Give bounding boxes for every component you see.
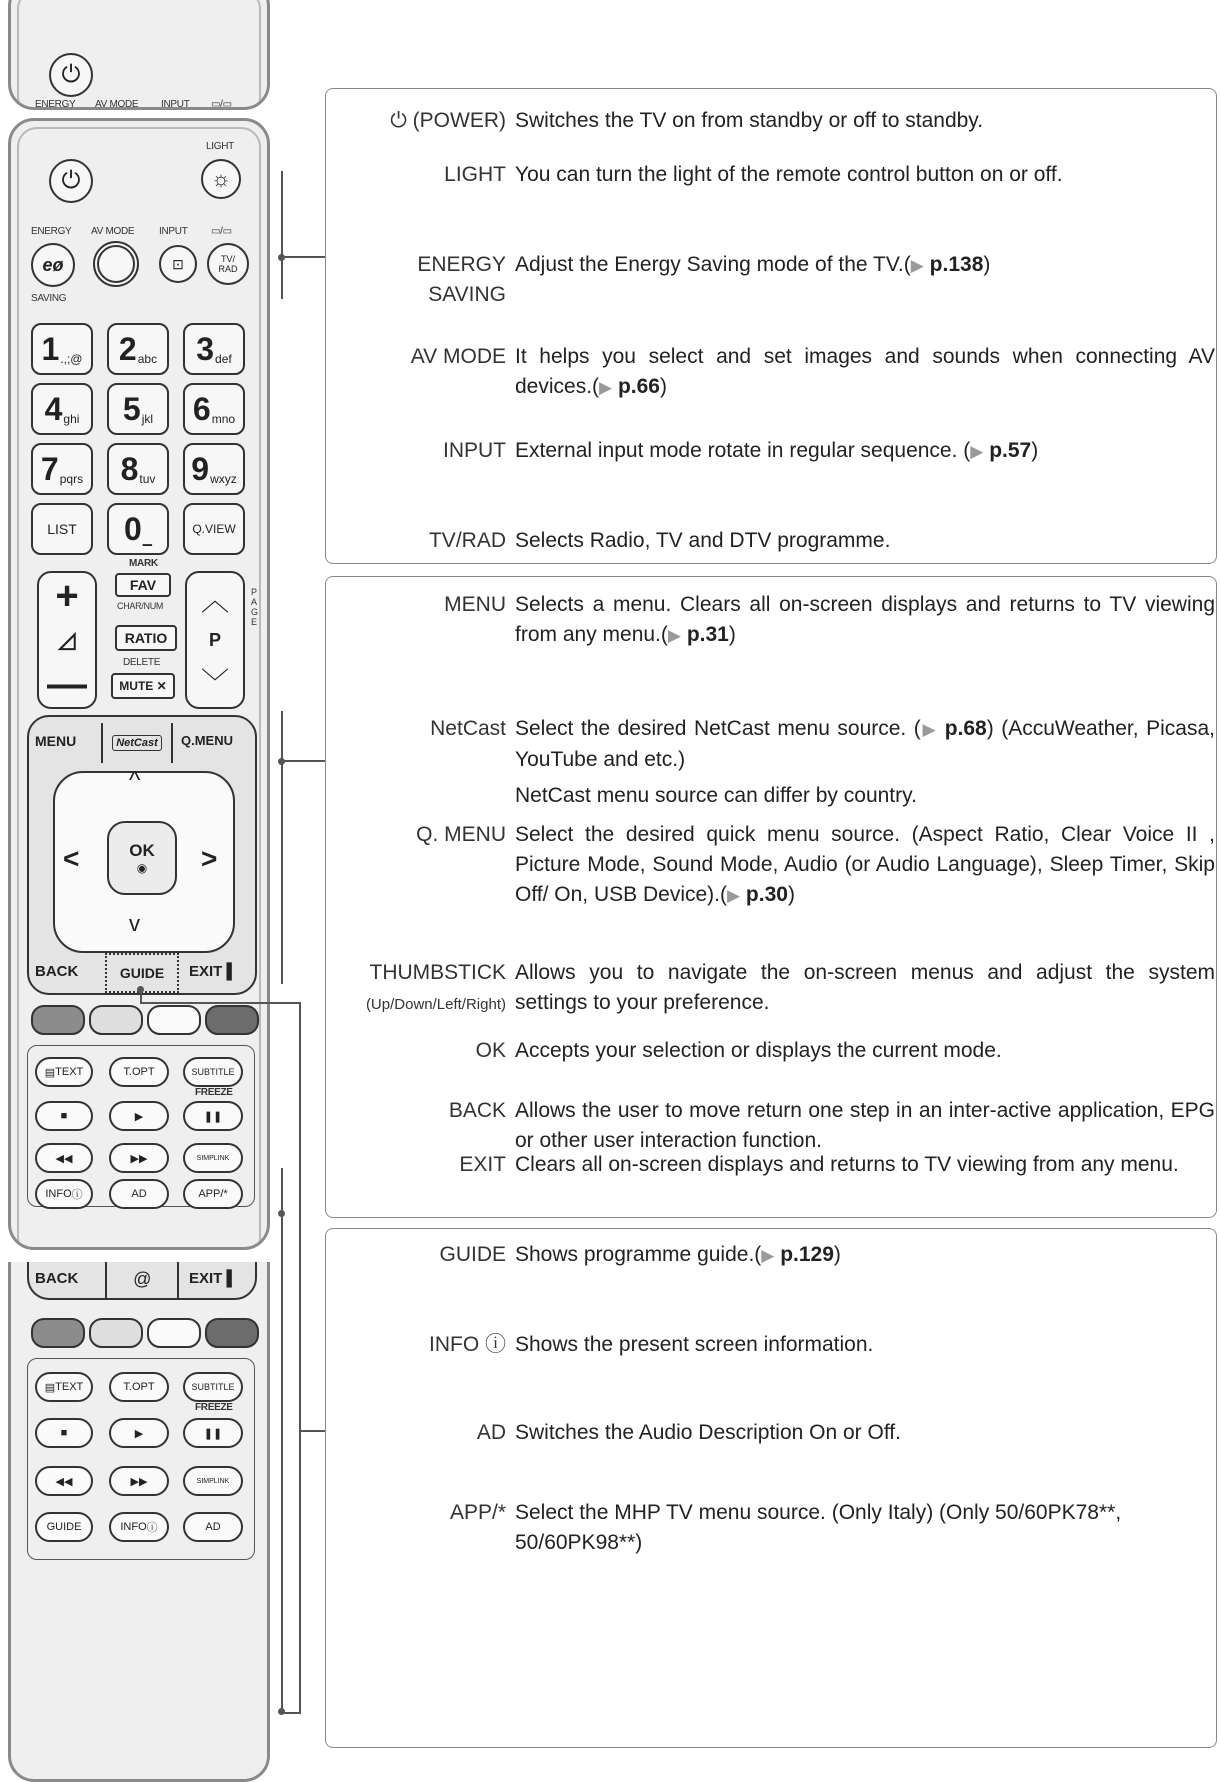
power-icon: ⏻	[49, 159, 93, 203]
page-ref-arrow-icon: ▶	[761, 1246, 775, 1265]
light-label: LIGHT	[206, 141, 234, 152]
netcast-button: NetCast	[101, 723, 173, 763]
text-button: ▤ TEXT	[35, 1057, 93, 1087]
text-button: ▤ TEXT	[35, 1372, 93, 1402]
delete-label: DELETE	[123, 657, 161, 668]
play-button: ▶	[109, 1101, 169, 1131]
blue-key	[205, 1005, 259, 1035]
number-button-5: 5 jkl	[107, 383, 169, 435]
back-label: BACK	[35, 1270, 79, 1287]
fav-button: FAV	[115, 573, 171, 597]
freeze-label: FREEZE	[195, 1087, 233, 1098]
fast-forward-button: ▶▶	[109, 1466, 169, 1496]
guide-connector-dot	[137, 986, 144, 993]
list-button: LIST	[31, 503, 93, 555]
blue-key	[205, 1318, 259, 1348]
volume-rocker	[37, 571, 97, 709]
number-button-4: 4 ghi	[31, 383, 93, 435]
tv-rad-button-icon: TV/ RAD	[207, 243, 249, 285]
connector-line-1	[283, 256, 325, 258]
number-button-3: 3 def	[183, 323, 245, 375]
simplink-button: SIMPLINK	[183, 1466, 243, 1496]
subtitle-button: SUBTITLE	[183, 1057, 243, 1087]
exit-label: EXIT ▌	[189, 1270, 238, 1287]
power-icon: ⏻	[49, 53, 93, 97]
connector-line-3	[301, 1430, 325, 1432]
page-ref-arrow-icon: ▶	[910, 256, 924, 275]
number-button-6: 6 mno	[183, 383, 245, 435]
stop-button: ■	[35, 1101, 93, 1131]
energy-label: ENERGY	[35, 99, 76, 110]
remote-bottom-variant	[8, 1262, 270, 1782]
arrow-up-icon: ^	[129, 767, 141, 794]
chevron-down-icon: ﹀	[200, 667, 229, 698]
ratio-button: RATIO	[115, 625, 177, 651]
page-ref-arrow-icon: ▶	[920, 720, 938, 739]
rewind-button: ◀◀	[35, 1466, 93, 1496]
ok-dot-icon: ◉	[136, 861, 148, 875]
tv-rad-small-icon: ▭/▭	[211, 226, 232, 237]
guide-button: GUIDE	[105, 953, 179, 993]
exit-label: EXIT ▌	[189, 963, 238, 980]
arrow-left-icon: <	[63, 843, 80, 874]
pause-button: ❚❚	[183, 1418, 243, 1448]
ok-button: OK ◉	[107, 821, 177, 895]
saving-label: SAVING	[31, 293, 67, 304]
page-ref-arrow-icon: ▶	[599, 378, 613, 397]
simplink-button: SIMPLINK	[183, 1143, 243, 1173]
av-mode-label: AV MODE	[91, 226, 135, 237]
yellow-key	[147, 1318, 201, 1348]
arrow-down-icon: v	[129, 911, 140, 936]
app-button: APP/*	[183, 1179, 243, 1209]
av-mode-icon	[93, 241, 139, 287]
minus-icon: —	[47, 662, 87, 706]
guide-connector-long	[299, 1002, 301, 1712]
t-opt-button: T.OPT	[109, 1057, 169, 1087]
page-ref-arrow-icon: ▶	[727, 886, 741, 905]
number-button-1: 1 .,;@	[31, 323, 93, 375]
pause-button: ❚❚	[183, 1101, 243, 1131]
fast-forward-button: ▶▶	[109, 1143, 169, 1173]
input-label: INPUT	[161, 99, 190, 110]
page-label: PAGE	[251, 587, 258, 627]
info-button: INFO ⓘ	[35, 1179, 93, 1209]
plus-icon: +	[55, 574, 79, 618]
number-button-9: 9 wxyz	[183, 443, 245, 495]
page-ref-arrow-icon: ▶	[667, 626, 681, 645]
remote-inner-border	[17, 0, 261, 110]
freeze-label: FREEZE	[195, 1402, 233, 1413]
red-key	[31, 1005, 85, 1035]
green-key	[89, 1318, 143, 1348]
play-button: ▶	[109, 1418, 169, 1448]
at-button: @	[105, 1262, 179, 1298]
number-button-8: 8 tuv	[107, 443, 169, 495]
rewind-button: ◀◀	[35, 1143, 93, 1173]
remote-main	[8, 118, 270, 1250]
chevron-up-icon: ︿	[200, 585, 229, 616]
arrow-right-icon: >	[201, 843, 218, 874]
program-rocker: ︿ P ﹀	[185, 571, 245, 709]
remote-top-variant	[8, 0, 270, 110]
red-key	[31, 1318, 85, 1348]
bracket-line-1	[281, 171, 283, 299]
description-panel-3	[325, 1228, 1217, 1748]
bracket-dot-3	[278, 1210, 285, 1217]
menu-label: MENU	[35, 733, 77, 749]
ad-button: AD	[109, 1179, 169, 1209]
t-opt-button: T.OPT	[109, 1372, 169, 1402]
input-label: INPUT	[159, 226, 188, 237]
energy-saving-icon: eø	[31, 243, 75, 287]
stop-button: ■	[35, 1418, 93, 1448]
yellow-key	[147, 1005, 201, 1035]
light-icon: ☼	[201, 159, 241, 199]
tv-rad-small-icon: ▭/▭	[211, 99, 232, 110]
number-button-0: 0 ▁	[107, 503, 169, 555]
volume-icon: ◿	[58, 627, 76, 652]
q-menu-label: Q.MENU	[181, 733, 233, 748]
bracket-line-3	[281, 1168, 283, 1712]
input-icon: ⊡	[159, 245, 197, 283]
connector-line-2	[283, 760, 325, 762]
page-ref-arrow-icon: ▶	[970, 442, 984, 461]
number-button-7: 7 pqrs	[31, 443, 93, 495]
bracket-line-2	[281, 711, 283, 984]
guide-button: GUIDE	[35, 1512, 93, 1542]
guide-connector-horizontal	[140, 1002, 300, 1004]
bracket-line-3-tick	[283, 1712, 301, 1714]
subtitle-button: SUBTITLE	[183, 1372, 243, 1402]
green-key	[89, 1005, 143, 1035]
number-button-2: 2 abc	[107, 323, 169, 375]
mute-button: MUTE ✕	[111, 673, 175, 699]
q-view-button: Q.VIEW	[183, 503, 245, 555]
remote-illustration	[0, 0, 290, 1754]
char-num-label: CHAR/NUM	[117, 601, 164, 611]
energy-label: ENERGY	[31, 226, 72, 237]
av-mode-label: AV MODE	[95, 99, 139, 110]
info-button: INFO ⓘ	[109, 1512, 169, 1542]
ad-button: AD	[183, 1512, 243, 1542]
back-label: BACK	[35, 963, 79, 980]
mark-label: MARK	[129, 558, 158, 569]
